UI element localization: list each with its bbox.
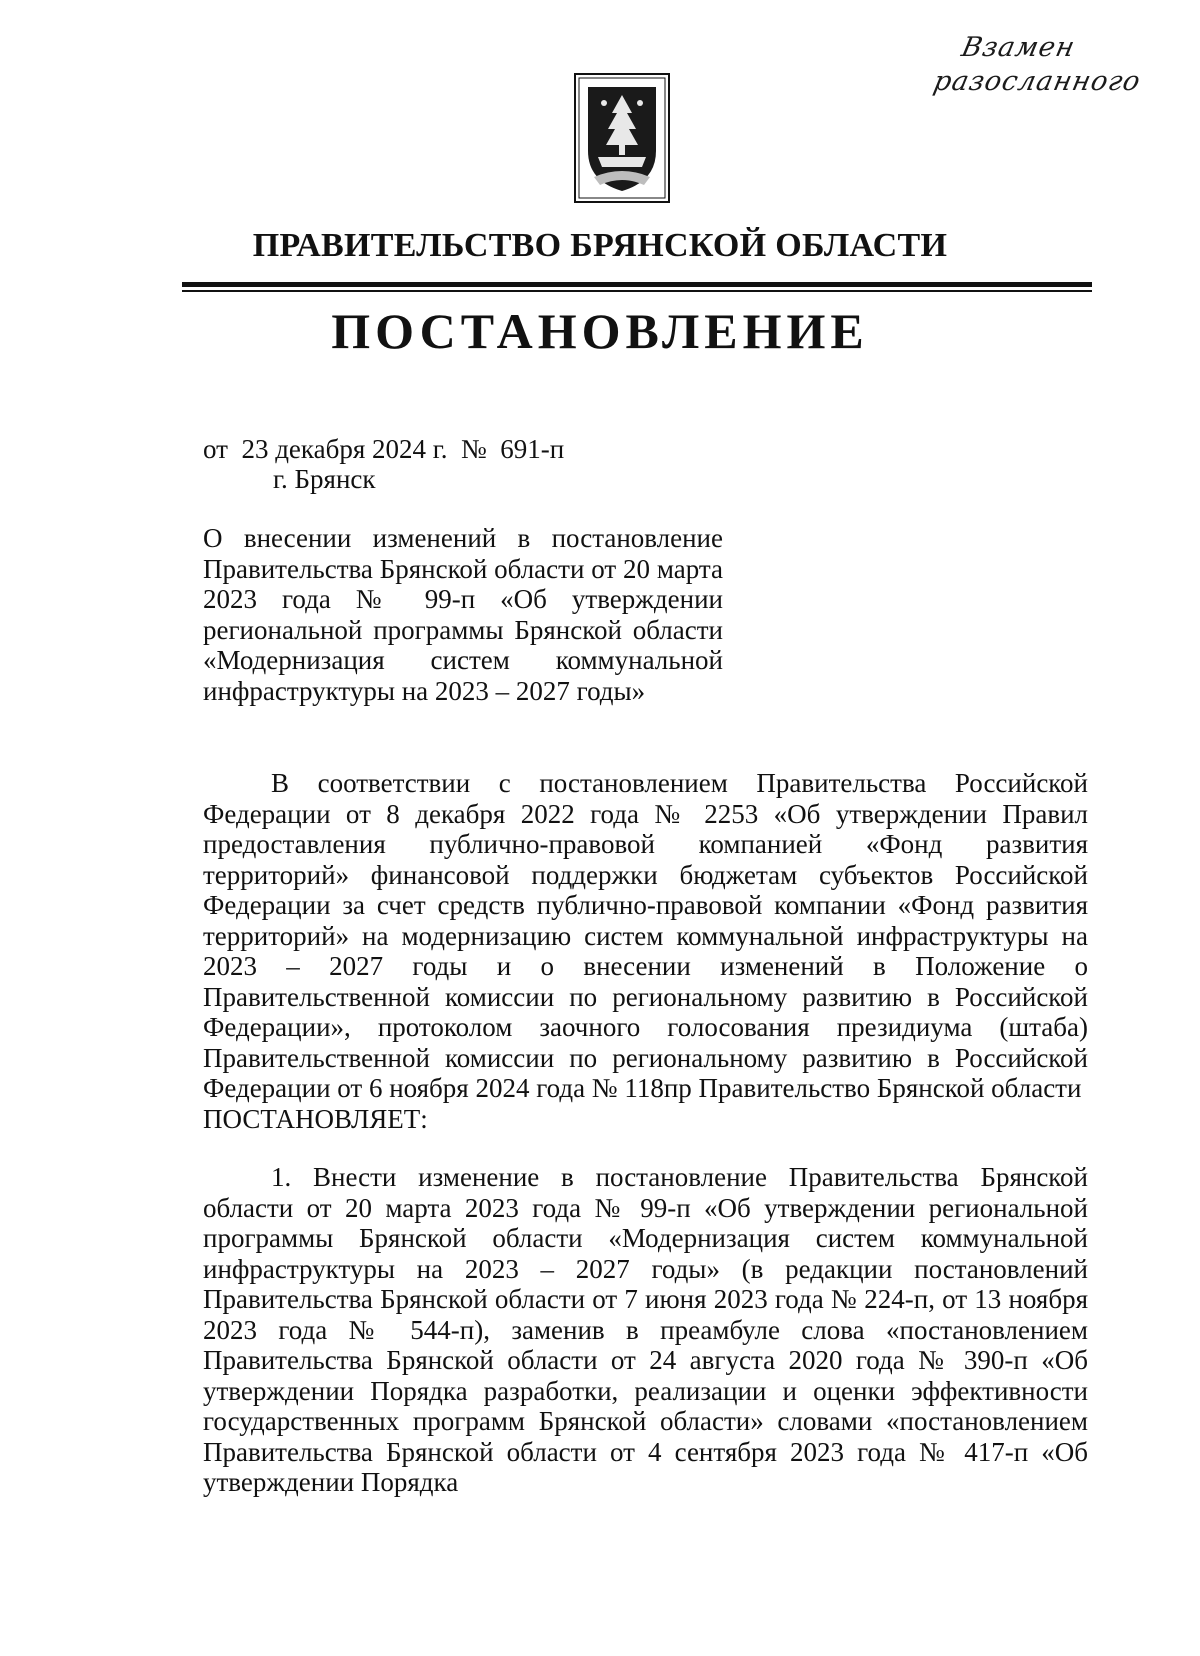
- clause-1-paragraph: 1. Внести изменение в постановление Правительства Брянской области от 20 марта 2023 года № 99-п «Об утверждении региональной программы Брянской области «Модернизация систем коммунальной инфраструктуры на 2023 – 2027 годы» (в редакции постановлений Правительства Брянской области от 7 июня 2023 года № 224-п, от 13 ноября 2023 года № 544-п), заменив в преамбуле слова «постановлением Правительства Брянской области от 24 августа 2020 года № 390-п «Об утверждении Порядка разработки, реализации и оценки эффективности государственных программ Брянской области» словами «постановлением Правительства Брянской области от 4 сентября 2023 года № 417-п «Об утверждении Порядка: [203, 1162, 1088, 1497]
- preamble-paragraph: В соответствии с постановлением Правительства Российской Федерации от 8 декабря 2022 года № 2253 «Об утверждении Правил предоставления публично-правовой компанией «Фонд развития территорий» финансовой поддержки бюджетам субъектов Российской Федерации за счет средств публично-правовой компании «Фонд развития территорий» на модернизацию систем коммунальной инфраструктуры на 2023 – 2027 годы и о внесении изменений в Положение о Правительственной комиссии по региональному развитию в Российской Федерации», протоколом заочного голосования президиума (штаба) Правительственной комиссии по региональному развитию в Российской Федерации от 6 ноября 2024 года № 118пр Правительство Брянской области: [203, 768, 1088, 1103]
- header-rule-thick: [182, 282, 1092, 287]
- header-rule-thin: [182, 290, 1092, 292]
- city-line: г. Брянск: [273, 464, 376, 494]
- decree-title: ПОСТАНОВЛЕНИЕ: [331, 303, 869, 359]
- coat-of-arms-icon: [574, 73, 670, 203]
- handwritten-note-line-1: Взамен: [958, 32, 1079, 63]
- document-body: [203, 768, 1088, 1498]
- handwritten-note: [922, 32, 1162, 106]
- government-title: ПРАВИТЕЛЬСТВО БРЯНСКОЙ ОБЛАСТИ: [252, 227, 948, 264]
- handwritten-note-line-2: разосланного: [930, 66, 1144, 97]
- date-number-line: от 23 декабря 2024 г. № 691-п: [203, 434, 565, 464]
- resolves-word: ПОСТАНОВЛЯЕТ:: [203, 1103, 428, 1134]
- subject-heading: О внесении изменений в постановление Правительства Брянской области от 20 марта 2023 года № 99-п «Об утверждении региональной программы Брянской области «Модернизация систем коммунальной инфраструктуры на 2023 – 2027 годы»: [203, 523, 723, 706]
